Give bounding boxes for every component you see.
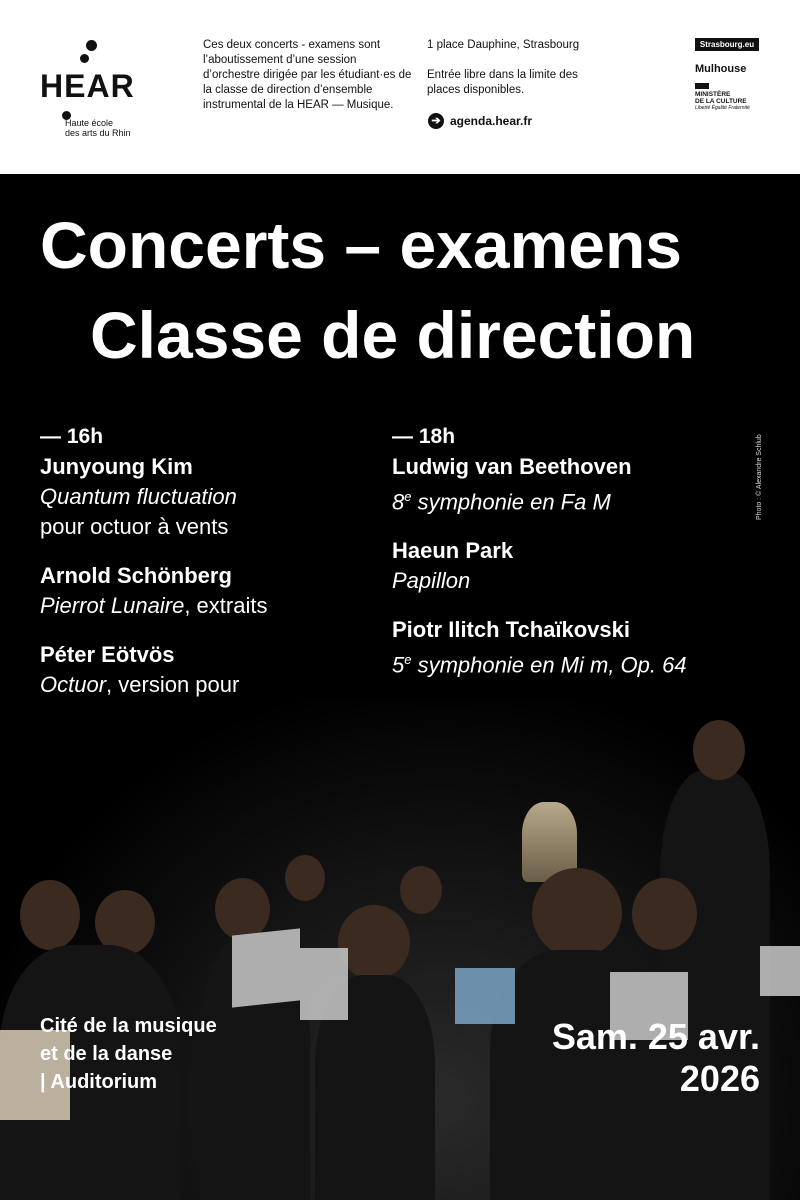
music-stand [300, 948, 348, 1020]
poster-title [0, 200, 800, 380]
composer-name: Arnold Schönberg [40, 563, 232, 588]
tablet-stand [455, 968, 515, 1024]
venue-address: 1 place Dauphine, Strasbourg [427, 39, 580, 51]
logo-dot-icon [86, 40, 97, 51]
program-time: — 18h [392, 425, 456, 448]
title-line: Classe de direction [90, 298, 696, 372]
marianne-icon [695, 83, 709, 89]
work-title: Pierrot Lunaire [40, 593, 185, 618]
logo-subtitle-line: Haute école [65, 118, 114, 128]
venue-name [40, 1012, 217, 1096]
musician-head [632, 878, 697, 950]
logo-subtitle-line: des arts du Rhin [65, 128, 131, 138]
logo-dot-icon [80, 54, 89, 63]
logo-wordmark: HEAR [40, 68, 135, 104]
ministere-motto: Liberté Égalité Fraternité [695, 105, 750, 111]
ministere-logo [695, 83, 755, 112]
program-time: — 16h [40, 425, 104, 448]
mulhouse-logo: Mulhouse [695, 63, 747, 75]
title-line: Concerts – examens [40, 208, 682, 282]
music-stand [760, 946, 800, 996]
venue-line: Cité de la musique [40, 1015, 217, 1037]
program-entry [392, 536, 772, 596]
musician-head [400, 866, 442, 914]
musician-head [215, 878, 270, 940]
musician-head [20, 880, 80, 950]
arrow-right-icon: ➔ [428, 113, 444, 129]
header-band [0, 0, 800, 174]
intro-text: Ces deux concerts - examens sont l’aboutissement d’une session d’orchestre dirigée par les étudiant·es de la classe de direction d’ensemble instrumental de la HEAR — Musique. [203, 39, 412, 111]
website-link[interactable] [428, 113, 532, 129]
program-entry [40, 452, 380, 542]
musician-head [532, 868, 622, 958]
composer-name: Junyoung Kim [40, 454, 193, 479]
music-stand [232, 928, 300, 1007]
date-line: 2026 [679, 1058, 760, 1099]
conductor-head [693, 720, 745, 780]
strasbourg-logo: Strasbourg.eu [695, 38, 759, 51]
work-detail: , extraits [184, 593, 268, 618]
date-line: Sam. 25 avr. [551, 1016, 760, 1057]
partner-logos [695, 38, 765, 112]
composer-name: Piotr Ilitch Tchaïkovski [392, 617, 630, 643]
entry-info: Entrée libre dans la limite des places disponibles. [427, 69, 578, 96]
work-title: 5e symphonie en Mi m, Op. 64 [392, 652, 687, 678]
hear-logo[interactable] [40, 40, 190, 140]
work-title: Octuor [40, 672, 107, 697]
program-entry [392, 452, 772, 517]
musician-head [285, 855, 325, 901]
composer-name: Péter Eötvös [40, 642, 175, 667]
venue-line: | Auditorium [40, 1071, 158, 1093]
composer-name: Ludwig van Beethoven [392, 454, 632, 479]
program-18h [392, 422, 772, 700]
event-date [552, 1016, 760, 1100]
photo-credit: Photo : © Alexandre Schlub [756, 434, 763, 520]
work-title: Quantum fluctuation [40, 484, 237, 509]
work-detail: pour octuor à vents [40, 514, 229, 539]
logo-subtitle [65, 118, 175, 138]
program-entry [392, 615, 772, 680]
venue-line: et de la danse [40, 1043, 173, 1065]
ministere-line: DE LA CULTURE [695, 98, 747, 105]
work-title: 8e symphonie en Fa M [392, 489, 611, 515]
website-link-label: agenda.hear.fr [450, 114, 533, 128]
musician-head [338, 905, 410, 980]
ministere-line: MINISTÈRE [695, 91, 731, 98]
composer-name: Haeun Park [392, 538, 514, 564]
work-title: Papillon [392, 568, 471, 594]
orchestra-photo [0, 700, 800, 1200]
work-detail: , version pour [106, 672, 240, 697]
program-entry [40, 561, 380, 621]
